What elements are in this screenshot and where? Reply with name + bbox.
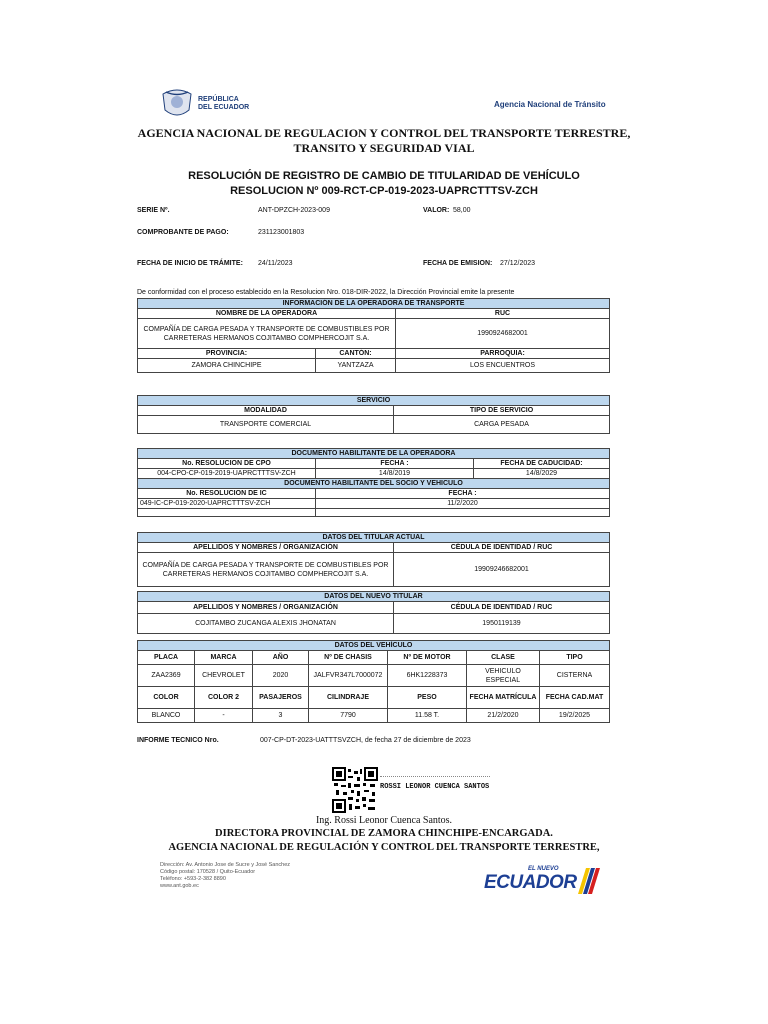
vehiculo-cell: 21/2/2020 — [467, 709, 540, 723]
comprobante-label: COMPROBANTE DE PAGO: — [137, 229, 229, 236]
tipo-servicio-value: CARGA PESADA — [394, 416, 610, 434]
nuevo-titular-nombres-header: APELLIDOS Y NOMBRES / ORGANIZACIÓN — [138, 602, 394, 614]
agency-title — [128, 126, 640, 156]
informe-value: 007-CP-DT-2023-UATTTSVZCH, de fecha 27 de diciembre de 2023 — [260, 737, 471, 744]
vehiculo-header: PESO — [388, 687, 467, 709]
vehiculo-cell: BLANCO — [138, 709, 195, 723]
republica-logo — [160, 88, 250, 120]
fecha-ic-value: 11/2/2020 — [316, 499, 610, 509]
resolution-number: RESOLUCION Nº 009-RCT-CP-019-2023-UAPRCTTTSV-ZCH — [230, 185, 538, 197]
vehiculo-cell: 2020 — [253, 665, 309, 687]
tipo-servicio-header: TIPO DE SERVICIO — [394, 406, 610, 416]
fecha-ic-header: FECHA : — [316, 489, 610, 499]
vehiculo-header: PLACA — [138, 651, 195, 665]
agency-title-line2: TRANSITO Y SEGURIDAD VIAL — [293, 141, 475, 155]
vehiculo-header: CILINDRAJE — [309, 687, 388, 709]
vehiculo-cell: ZAA2369 — [138, 665, 195, 687]
serie-label: SERIE Nº. — [137, 207, 170, 214]
parroquia-header: PARROQUIA: — [396, 349, 610, 359]
vehiculo-cell: CHEVROLET — [195, 665, 253, 687]
resolucion-cpo-value: 004-CPO-CP-019-2019-UAPRCTTTSV-ZCH — [138, 469, 316, 479]
signer-cargo: DIRECTORA PROVINCIAL DE ZAMORA CHINCHIPE-ENCARGADA. — [215, 828, 553, 839]
vehiculo-header: TIPO — [540, 651, 610, 665]
modalidad-value: TRANSPORTE COMERCIAL — [138, 416, 394, 434]
valor-value: 58,00 — [453, 207, 471, 214]
resolucion-cpo-header: No. RESOLUCION DE CPO — [138, 459, 316, 469]
vehiculo-header: AÑO — [253, 651, 309, 665]
servicio-title: SERVICIO — [138, 396, 610, 406]
agency-title-line1: AGENCIA NACIONAL DE REGULACION Y CONTROL DEL TRANSPORTE TERRESTRE, — [137, 126, 631, 140]
footer-direccion: Dirección: Av. Antonio Jose de Sucre y José Sanchez — [160, 862, 291, 868]
titular-actual-nombres-header: APELLIDOS Y NOMBRES / ORGANIZACIÓN — [138, 543, 394, 553]
vehiculo-cell: JALFVR347L7000072 — [309, 665, 388, 687]
vehiculo-cell: CISTERNA — [540, 665, 610, 687]
ecuador-small-text: EL NUEVO — [528, 866, 559, 872]
republica-line2: DEL ECUADOR — [198, 104, 250, 111]
vehiculo-header: MARCA — [195, 651, 253, 665]
el-nuevo-ecuador-logo — [484, 866, 604, 896]
signature-line — [380, 776, 490, 777]
nombre-operadora-header: NOMBRE DE LA OPERADORA — [138, 309, 396, 319]
emision-value: 27/12/2023 — [500, 260, 536, 267]
nombre-operadora: COMPAÑÍA DE CARGA PESADA Y TRANSPORTE DE COMBUSTIBLES POR CARRETERAS HERMANOS COJITAMBO COMPHERCOJIT S.A. — [138, 319, 396, 349]
vehiculo-header: COLOR 2 — [195, 687, 253, 709]
footer-telefono: Teléfono: +593-2-382 8890 — [160, 876, 226, 882]
vehiculo-cell: 19/2/2025 — [540, 709, 610, 723]
canton-value: YANTZAZA — [316, 359, 396, 373]
inicio-value: 24/11/2023 — [258, 260, 293, 267]
documento-table — [137, 448, 610, 517]
titular-actual-cedula: 19909246682001 — [394, 553, 610, 587]
empty-cell — [316, 509, 610, 517]
caducidad-header: FECHA DE CADUCIDAD: — [474, 459, 610, 469]
vehiculo-cell: 3 — [253, 709, 309, 723]
vehiculo-cell: 11.58 T. — [388, 709, 467, 723]
vehiculo-header: Nº DE CHASIS — [309, 651, 388, 665]
servicio-table — [137, 395, 610, 434]
canton-header: CANTÓN: — [316, 349, 396, 359]
footer-web: www.ant.gob.ec — [160, 883, 199, 889]
modalidad-header: MODALIDAD — [138, 406, 394, 416]
agency-right-label: Agencia Nacional de Tránsito — [494, 100, 606, 109]
vehiculo-cell: 6HK1228373 — [388, 665, 467, 687]
inicio-label: FECHA DE INICIO DE TRÁMITE: — [137, 260, 243, 267]
signed-name: ROSSI LEONOR CUENCA SANTOS — [380, 783, 490, 791]
nuevo-titular-nombre: COJITAMBO ZUCANGA ALEXIS JHONATAN — [138, 614, 394, 634]
vehiculo-header: Nº DE MOTOR — [388, 651, 467, 665]
operadora-title: INFORMACIÓN DE LA OPERADORA DE TRANSPORTE — [138, 299, 610, 309]
parroquia-value: LOS ENCUENTROS — [396, 359, 610, 373]
titular-actual-table — [137, 532, 610, 587]
republica-line1: REPÚBLICA — [198, 96, 239, 103]
vehiculo-cell: VEHICULO ESPECIAL — [467, 665, 540, 687]
footer-codigo: Código postal: 170528 / Quito-Ecuador — [160, 869, 256, 875]
nuevo-titular-table — [137, 591, 610, 634]
provincia-value: ZAMORA CHINCHIPE — [138, 359, 316, 373]
ruc-header: RUC — [396, 309, 610, 319]
signer-agencia: AGENCIA NACIONAL DE REGULACIÓN Y CONTROL DEL TRANSPORTE TERRESTRE, — [168, 842, 600, 853]
socio-title: DOCUMENTO HABILITANTE DEL SOCIO Y VEHICULO — [138, 479, 610, 489]
nuevo-titular-cedula: 1950119139 — [394, 614, 610, 634]
vehiculo-cell: - — [195, 709, 253, 723]
nuevo-titular-title: DATOS DEL NUEVO TITULAR — [138, 592, 610, 602]
informe-label: INFORME TECNICO Nro. — [137, 737, 219, 744]
documento-title: DOCUMENTO HABILITANTE DE LA OPERADORA — [138, 449, 610, 459]
fecha-value: 14/8/2019 — [316, 469, 474, 479]
valor-label: VALOR: — [423, 207, 450, 214]
conformidad-text: De conformidad con el proceso establecido en la Resolucion Nro. 018-DIR-2022, la Dirección Provincial emite la presente — [137, 289, 515, 296]
vehiculo-title: DATOS DEL VEHÍCULO — [138, 641, 610, 651]
resolution-title-line: RESOLUCIÓN DE REGISTRO DE CAMBIO DE TITULARIDAD DE VEHÍCULO — [188, 170, 580, 182]
titular-actual-nombre: COMPAÑÍA DE CARGA PESADA Y TRANSPORTE DE COMBUSTIBLES POR CARRETERAS HERMANOS COJITAMBO COMPHERCOJIT S.A. — [138, 553, 394, 587]
vehiculo-header: FECHA MATRÍCULA — [467, 687, 540, 709]
operadora-table — [137, 298, 610, 373]
resolucion-ic-value: 049-IC-CP-019-2020-UAPRCTTTSV-ZCH — [138, 499, 316, 509]
titular-actual-title: DATOS DEL TITULAR ACTUAL — [138, 533, 610, 543]
titular-actual-cedula-header: CÉDULA DE IDENTIDAD / RUC — [394, 543, 610, 553]
empty-cell — [138, 509, 316, 517]
vehiculo-header: PASAJEROS — [253, 687, 309, 709]
signer-name: Ing. Rossi Leonor Cuenca Santos. — [315, 815, 453, 826]
nuevo-titular-cedula-header: CÉDULA DE IDENTIDAD / RUC — [394, 602, 610, 614]
serie-value: ANT-DPZCH-2023-009 — [258, 207, 330, 214]
resolucion-ic-header: No. RESOLUCION DE IC — [138, 489, 316, 499]
fecha-header: FECHA : — [316, 459, 474, 469]
flag-stripes-icon — [578, 868, 600, 894]
vehiculo-table — [137, 640, 610, 723]
provincia-header: PROVINCIA: — [138, 349, 316, 359]
emision-label: FECHA DE EMISION: — [423, 260, 493, 267]
vehiculo-header: COLOR — [138, 687, 195, 709]
qr-code-icon — [332, 767, 378, 813]
vehiculo-header: CLASE — [467, 651, 540, 665]
ecuador-text: ECUADOR — [484, 872, 577, 893]
vehiculo-cell: 7790 — [309, 709, 388, 723]
resolution-title — [128, 169, 640, 199]
caducidad-value: 14/8/2029 — [474, 469, 610, 479]
vehiculo-header: FECHA CAD.MAT — [540, 687, 610, 709]
ruc-value: 1990924682001 — [396, 319, 610, 349]
comprobante-value: 231123001803 — [258, 229, 305, 236]
footer-contact — [160, 862, 290, 890]
coat-of-arms-icon — [160, 88, 194, 120]
